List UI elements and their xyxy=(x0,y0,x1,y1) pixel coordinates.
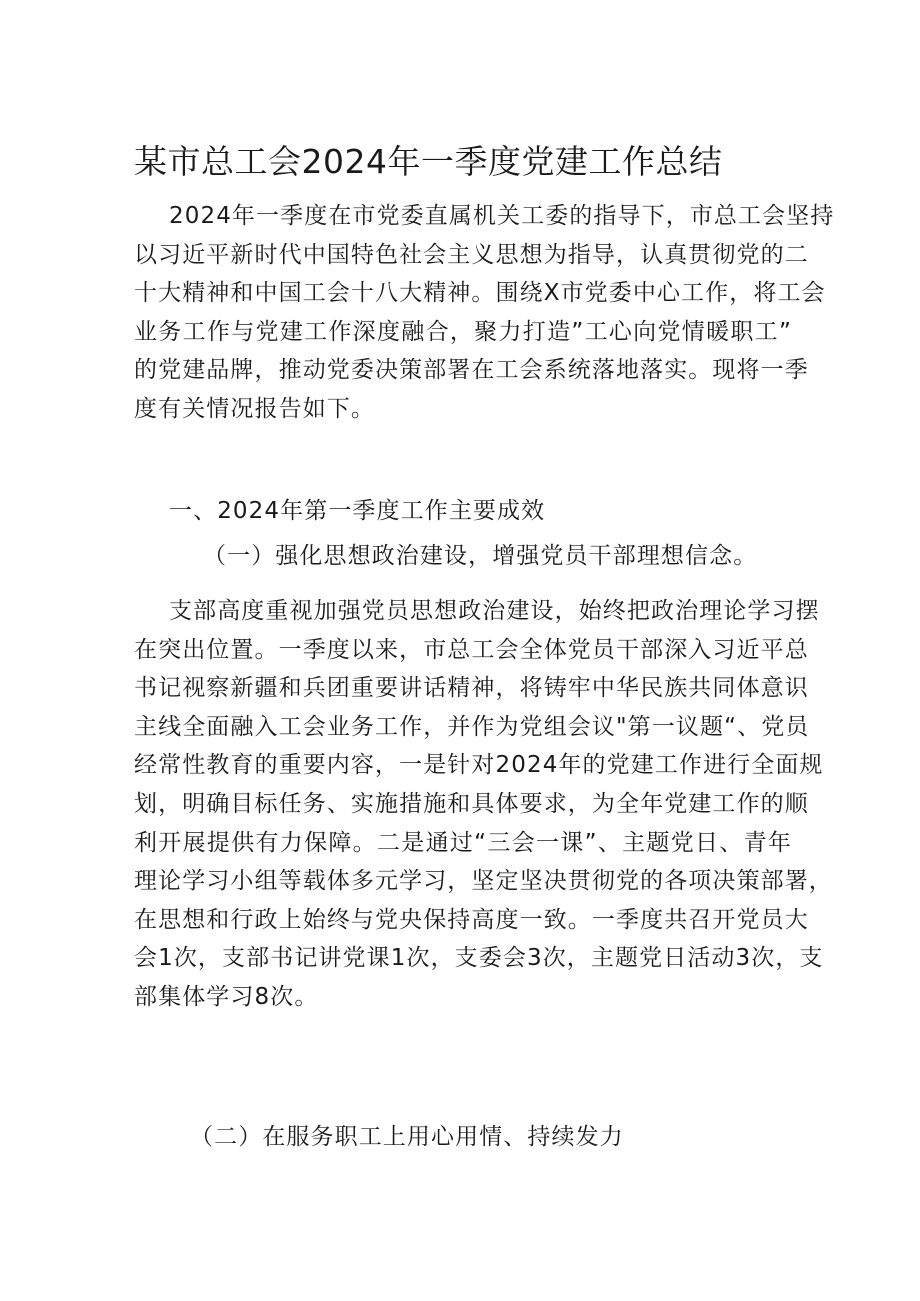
intro-line: 度有关情况报告如下。 xyxy=(134,395,375,422)
intro-paragraph xyxy=(134,197,835,429)
subsection-heading-1: （一）强化思想政治建设，增强党员干部理想信念。 xyxy=(203,543,758,569)
body-line: 部集体学习8次。 xyxy=(134,983,319,1010)
intro-line: 十大精神和中国工会十八大精神。围绕X市党委中心工作，将工会 xyxy=(134,280,826,307)
body-line: 在突出位置。一季度以来，市总工会全体党员干部深入习近平总 xyxy=(134,636,809,663)
body-line: 书记视察新疆和兵团重要讲话精神，将铸牢中华民族共同体意识 xyxy=(134,675,809,702)
subsection-1-paragraph xyxy=(134,592,833,1017)
body-line: 会1次，支部书记讲党课1次，支委会3次，主题党日活动3次，支 xyxy=(134,945,824,972)
subsection-heading-2: （二）在服务职工上用心用情、持续发力 xyxy=(190,1124,624,1150)
document-title: 某市总工会2024年一季度党建工作总结 xyxy=(134,142,723,181)
body-line: 利开展提供有力保障。二是通过“三会一课”、主题党日、青年 xyxy=(134,829,792,856)
body-line: 理论学习小组等载体多元学习，坚定坚决贯彻党的各项决策部署， xyxy=(134,868,833,895)
intro-line: 业务工作与党建工作深度融合，聚力打造”工心向党情暖职工” xyxy=(134,318,792,345)
body-line: 主线全面融入工会业务工作，并作为党组会议"第一议题“、党员 xyxy=(134,713,810,740)
intro-line: 的党建品牌，推动党委决策部署在工会系统落地落实。现将一季 xyxy=(134,357,809,384)
body-line: 支部高度重视加强党员思想政治建设，始终把政治理论学习摆 xyxy=(169,598,820,624)
intro-line: 以习近平新时代中国特色社会主义思想为指导，认真贯彻党的二 xyxy=(134,241,809,268)
body-line: 经常性教育的重要内容，一是针对2024年的党建工作进行全面规 xyxy=(134,752,824,779)
body-line: 在思想和行政上始终与党央保持高度一致。一季度共召开党员大 xyxy=(134,906,809,933)
section-heading-1: 一、2024年第一季度工作主要成效 xyxy=(169,498,546,524)
body-line: 划，明确目标任务、实施措施和具体要求，为全年党建工作的顺 xyxy=(134,790,809,817)
intro-line: 2024年一季度在市党委直属机关工委的指导下，市总工会坚持 xyxy=(169,203,835,229)
